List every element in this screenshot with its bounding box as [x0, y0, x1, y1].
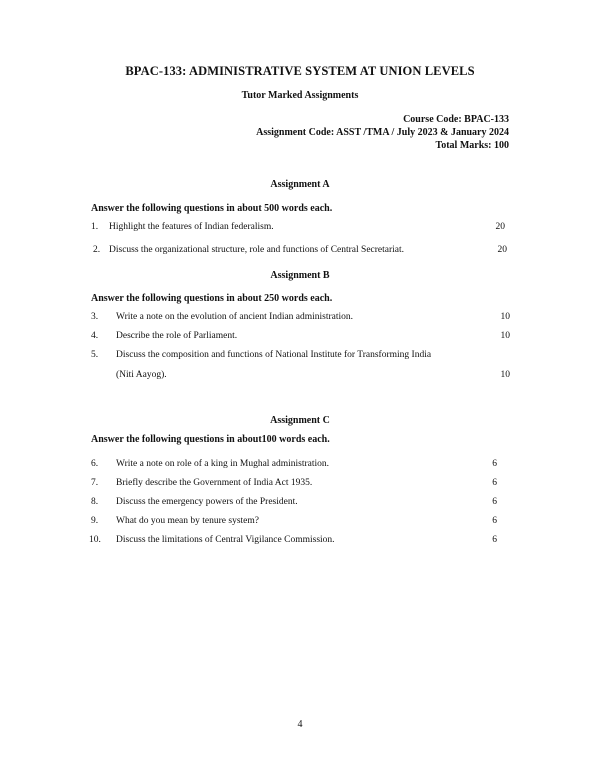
- assignment-c-heading: Assignment C: [270, 415, 330, 426]
- question-marks: 20: [495, 222, 505, 232]
- total-marks: Total Marks: 100: [435, 140, 509, 151]
- document-subtitle: Tutor Marked Assignments: [241, 90, 359, 101]
- question-number: 8.: [91, 497, 99, 507]
- question-text: Discuss the emergency powers of the President.: [116, 497, 298, 507]
- question-number: 6.: [91, 459, 99, 469]
- question-text: Write a note on role of a king in Mughal administration.: [116, 459, 330, 469]
- question-text: Discuss the composition and functions of National Institute for Transforming India: [116, 350, 432, 360]
- assignment-a-heading: Assignment A: [270, 179, 330, 190]
- question-text: Write a note on the evolution of ancient Indian administration.: [116, 312, 354, 322]
- question-text: Briefly describe the Government of India Act 1935.: [116, 478, 313, 488]
- course-code: Course Code: BPAC-133: [403, 114, 509, 125]
- question-text: Discuss the limitations of Central Vigilance Commission.: [116, 535, 335, 545]
- question-text: Describe the role of Parliament.: [116, 331, 238, 341]
- question-text: Highlight the features of Indian federalism.: [109, 222, 274, 232]
- page-number: 4: [297, 719, 303, 730]
- question-marks: 10: [500, 312, 510, 322]
- question-marks: 6: [492, 459, 497, 469]
- question-marks: 10: [500, 331, 510, 341]
- question-number: 2.: [93, 245, 101, 255]
- question-marks: 6: [492, 516, 497, 526]
- document-title: BPAC-133: ADMINISTRATIVE SYSTEM AT UNION LEVELS: [125, 64, 475, 78]
- question-marks: 20: [497, 245, 507, 255]
- question-number: 5.: [91, 350, 99, 360]
- question-number: 10.: [89, 535, 101, 545]
- assignment-a-instruction: Answer the following questions in about 500 words each.: [91, 203, 333, 214]
- question-number: 4.: [91, 331, 99, 341]
- assignment-b-heading: Assignment B: [270, 270, 330, 281]
- question-number: 9.: [91, 516, 99, 526]
- question-number: 3.: [91, 312, 99, 322]
- question-number: 7.: [91, 478, 99, 488]
- assignment-c-instruction: Answer the following questions in about100 words each.: [91, 434, 330, 445]
- question-marks: 6: [492, 535, 497, 545]
- question-marks: 10: [500, 370, 510, 380]
- question-text: What do you mean by tenure system?: [116, 516, 259, 526]
- question-marks: 6: [492, 497, 497, 507]
- question-text-continued: (Niti Aayog).: [116, 370, 167, 380]
- assignment-b-instruction: Answer the following questions in about 250 words each.: [91, 293, 333, 304]
- question-number: 1.: [91, 222, 99, 232]
- question-text: Discuss the organizational structure, role and functions of Central Secretariat.: [109, 245, 405, 255]
- assignment-code: Assignment Code: ASST /TMA / July 2023 & January 2024: [256, 127, 509, 138]
- question-marks: 6: [492, 478, 497, 488]
